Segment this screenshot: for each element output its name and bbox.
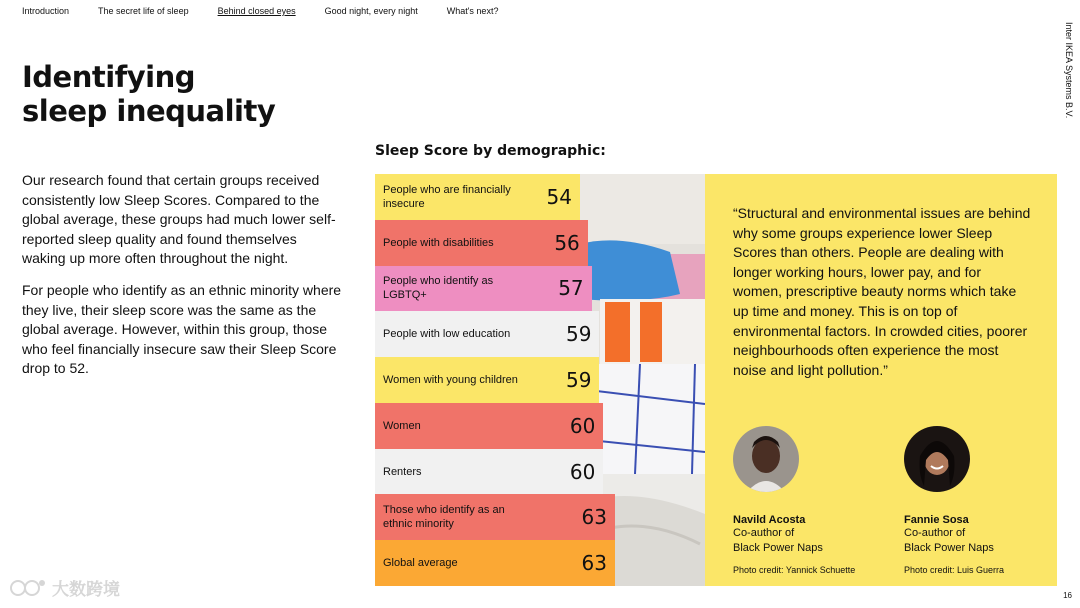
person-card-navild xyxy=(733,426,893,575)
photo-credit: Photo credit: Yannick Schuette xyxy=(733,565,856,575)
page-number: 16 xyxy=(1063,591,1072,600)
person-role-line1: Co-author of xyxy=(733,527,795,539)
watermark xyxy=(8,575,120,600)
chart-title: Sleep Score by demographic: xyxy=(375,143,606,159)
bar-7 xyxy=(375,494,615,540)
bar-label: People who are financially insecure xyxy=(383,183,511,210)
body-paragraph-1: Our research found that certain groups received consistently low Sleep Scores. Compared to the global average, these groups had much lower self-reported sleep quality and found themselves waking up more often throughout the night. xyxy=(22,172,336,267)
quote-panel xyxy=(705,174,1057,586)
copyright-side-label: Inter IKEA Systems B.V. xyxy=(1064,22,1074,119)
sleep-score-bar-chart xyxy=(375,174,705,586)
body-paragraph-2: For people who identify as an ethnic minority where they live, their sleep score was the same as the global average. However, within this group, those who feel financially insecure saw their Sleep Score drop to 52. xyxy=(22,281,342,377)
bar-label: People who identify as LGBTQ+ xyxy=(383,275,494,302)
quote-text: “Structural and environmental issues are behind why some groups experience lower Sleep Scores than others. People are dealing with longer working hours, lower pay, and for women, prescriptive beauty norms which take up time and money. This is on top of environmental factors. In crowded cities, poorer neighbourhoods often experience the most noise and light pollution.” xyxy=(733,205,1031,378)
bar-label: Women with young children xyxy=(383,373,518,386)
bar-value-label: 60 xyxy=(569,413,596,438)
nav-whats-next[interactable]: What's next? xyxy=(446,6,499,16)
bar-value-label: 56 xyxy=(554,230,580,255)
bar-label: Global average xyxy=(383,557,458,570)
bar-label: Women xyxy=(383,419,421,432)
portrait-navild xyxy=(733,426,799,492)
nav-secret-life-of-sleep[interactable]: The secret life of sleep xyxy=(98,6,189,16)
avatar xyxy=(733,426,799,492)
nav-introduction[interactable]: Introduction xyxy=(22,6,70,16)
person-role-line1: Co-author of xyxy=(904,527,966,539)
watermark-logo-icon xyxy=(8,577,48,599)
bar-label: People with disabilities xyxy=(383,236,494,249)
bar-value-label: 59 xyxy=(565,367,592,392)
bar-label: People with low education xyxy=(383,328,511,341)
bar-label: Those who identify as an ethnic minority xyxy=(383,504,505,531)
page-title xyxy=(22,60,275,128)
portrait-fannie xyxy=(904,426,970,492)
photo-credit: Photo credit: Luis Guerra xyxy=(904,565,1005,575)
person-name: Fannie Sosa xyxy=(904,514,969,526)
page-title-line1: Identifying xyxy=(22,60,196,94)
bar-value-label: 63 xyxy=(581,551,607,576)
bar-value-label: 59 xyxy=(565,322,592,347)
bar-6 xyxy=(375,449,603,495)
bar-value-label: 54 xyxy=(546,184,572,209)
watermark-text: 大数跨境 xyxy=(52,580,120,599)
bar-value-label: 57 xyxy=(558,276,584,301)
bar-4 xyxy=(375,357,599,403)
person-role-line2: Black Power Naps xyxy=(733,542,823,554)
page-title-line2: sleep inequality xyxy=(22,94,276,128)
bar-label: Renters xyxy=(383,465,422,478)
bar-1 xyxy=(375,220,588,266)
person-card-fannie xyxy=(904,426,1064,575)
person-role-line2: Black Power Naps xyxy=(904,542,994,554)
bar-0 xyxy=(375,174,580,220)
avatar xyxy=(904,426,970,492)
bar-3 xyxy=(375,311,599,357)
top-nav xyxy=(22,6,527,16)
bar-2 xyxy=(375,266,592,312)
bar-5 xyxy=(375,403,603,449)
bar-8 xyxy=(375,540,615,586)
bar-value-label: 63 xyxy=(581,505,607,530)
body-text xyxy=(22,171,342,391)
nav-behind-closed-eyes[interactable]: Behind closed eyes xyxy=(217,6,296,16)
nav-good-night-every-night[interactable]: Good night, every night xyxy=(324,6,418,16)
person-name: Navild Acosta xyxy=(733,514,806,526)
bar-value-label: 60 xyxy=(569,459,596,484)
